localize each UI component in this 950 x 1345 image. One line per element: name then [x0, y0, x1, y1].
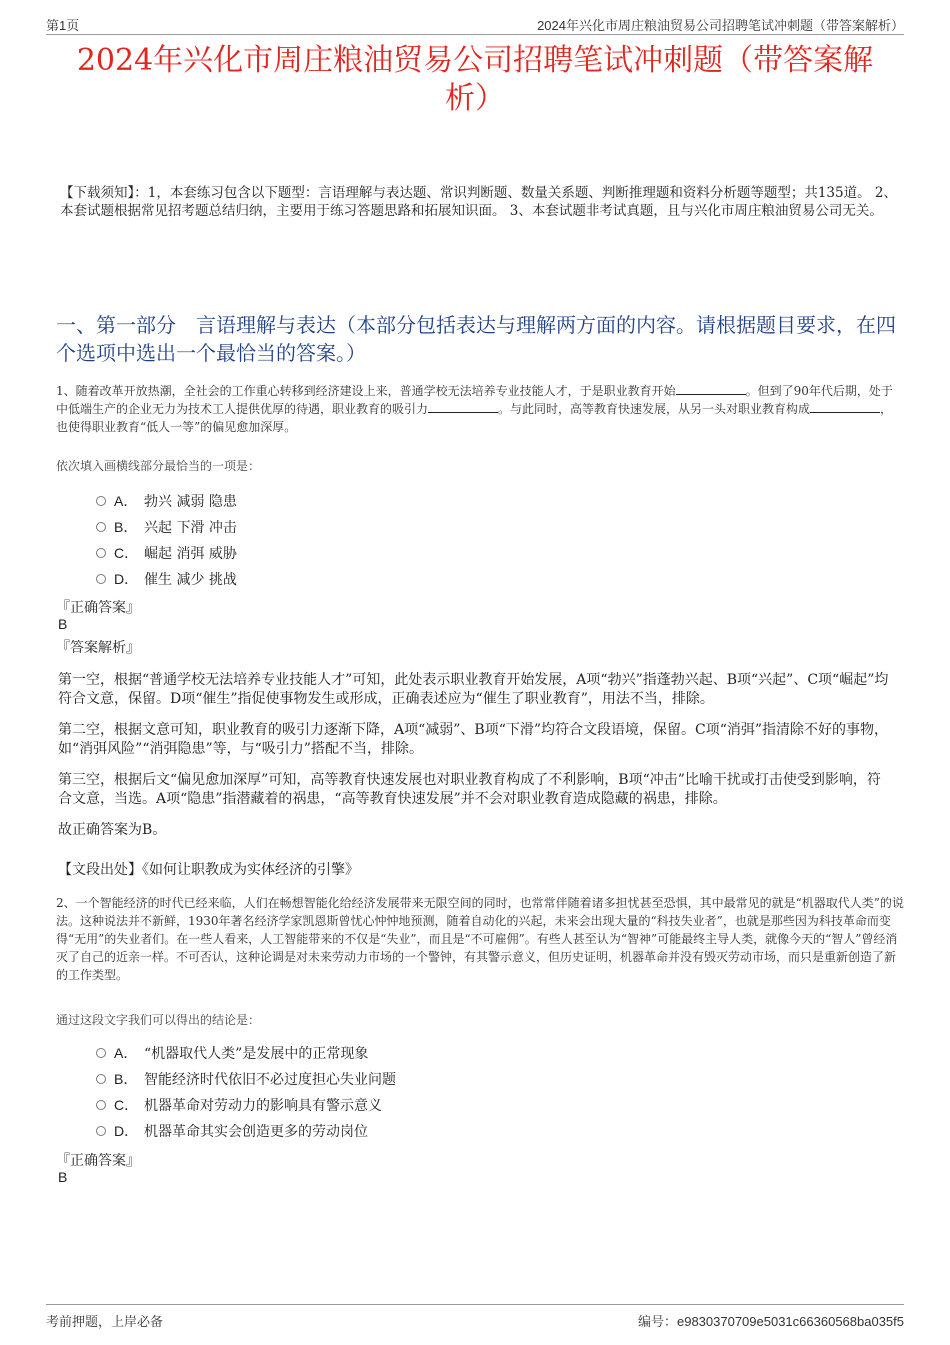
fill-blank: [428, 400, 498, 413]
question-2-text: 2、一个智能经济的时代已经来临，人们在畅想智能化给经济发展带来无限空间的同时，也常常伴随着诸多担忧甚至恐惧，其中最常见的就是“机器取代人类”的说法。这种说法并不新鲜，1930年著名经济学家凯恩斯曾忧心忡忡地预测，随着自动化的兴起，未来会出现大量的“科技失业者”，也就是那些因为科技革命而变得“无用”的失业者们。在一些人看来，人工智能带来的不仅是“失业”，而且是“不可雇佣”。有些人甚至认为“智神”可能最终主导人类，就像今天的“智人”曾经消灭了自己的近亲一样。不可否认，这种论调是对未来劳动力市场的一个警钟，有其警示意义，但历史证明，机器革命并没有毁灭劳动市场，而只是重新创造了新的工作类型。: [56, 896, 904, 982]
radio-icon[interactable]: [96, 1048, 106, 1058]
radio-icon[interactable]: [96, 548, 106, 558]
analysis-paragraph: 第一空，根据“普通学校无法培养专业技能人才”可知，此处表示职业教育开始发展，A项“勃兴”指蓬勃兴起、B项“兴起”、C项“崛起”均符合文意，保留。D项“催生”指促使事物发生或形成，正确表述应为“催生了职业教育”，用法不当，排除。: [58, 672, 889, 707]
option-a[interactable]: A． “机器取代人类”是发展中的正常现象: [96, 1040, 396, 1066]
option-c[interactable]: C． 机器革命对劳动力的影响具有警示意义: [96, 1092, 396, 1118]
option-c[interactable]: C． 崛起 消弭 威胁: [96, 540, 237, 566]
page-title: 2024年兴化市周庄粮油贸易公司招聘笔试冲刺题（带答案解析）: [76, 43, 874, 116]
answer-value: B: [58, 1169, 68, 1185]
option-b[interactable]: B． 兴起 下滑 冲击: [96, 514, 237, 540]
fill-blank: [810, 400, 880, 413]
footer-slogan: 考前押题，上岸必备: [46, 1315, 164, 1330]
question-1-text: 1、随着改革开放热潮，全社会的工作重心转移到经济建设上来，普通学校无法培养专业技能人才，于是职业教育开始 。但到了90年代后期，处于中低端生产的企业无力为技术工人提供优厚的待遇，职业教育的吸引力 。与此同时，高等教育快速发展，从另一头对职业教育构成 ，也使得职业教育“低人一等”的偏见愈加深厚。: [56, 384, 893, 434]
fill-blank: [676, 382, 746, 395]
question-2-prompt: 通过这段文字我们可以得出的结论是：: [56, 1013, 261, 1027]
question-1-options: [96, 488, 237, 592]
download-notice: 【下载须知】：1，本套练习包含以下题型：言语理解与表达题、常识判断题、数量关系题、判断推理题和资料分析题等题型；共135道。 2、本套试题根据常见招考题总结归纳，主要用于练习答题思路和拓展知识面。 3、本套试题非考试真题，且与兴化市周庄粮油贸易公司无关。: [60, 185, 897, 219]
radio-icon[interactable]: [96, 496, 106, 506]
radio-icon[interactable]: [96, 574, 106, 584]
text-source: 【文段出处】《如何让职教成为实体经济的引擎》: [58, 862, 359, 878]
analysis-text: [58, 671, 894, 852]
radio-icon[interactable]: [96, 1100, 106, 1110]
header-doc-title: 2024年兴化市周庄粮油贸易公司招聘笔试冲刺题（带答案解析）: [537, 18, 904, 33]
option-d[interactable]: D． 催生 减少 挑战: [96, 566, 237, 592]
option-d[interactable]: D． 机器革命其实会创造更多的劳动岗位: [96, 1118, 396, 1144]
option-a[interactable]: A． 勃兴 减弱 隐患: [96, 488, 237, 514]
radio-icon[interactable]: [96, 522, 106, 532]
radio-icon[interactable]: [96, 1074, 106, 1084]
section-title: 一、第一部分 言语理解与表达（本部分包括表达与理解两方面的内容。请根据题目要求，在四个选项中选出一个最恰当的答案。）: [56, 313, 896, 365]
page-footer: [46, 1304, 904, 1329]
analysis-paragraph: 第三空，根据后文“偏见愈加深厚”可知，高等教育快速发展也对职业教育构成了不利影响，B项“冲击”比喻干扰或打击使受到影响，符合文意，当选。A项“隐患”指潜藏着的祸患，“高等教育快速发展”并不会对职业教育造成隐藏的祸患，排除。: [58, 772, 881, 807]
analysis-label: 『答案解析』: [56, 640, 140, 656]
answer-label: 『正确答案』: [56, 600, 140, 616]
question-1-prompt: 依次填入画横线部分最恰当的一项是：: [56, 459, 261, 473]
question-2-options: [96, 1040, 396, 1144]
analysis-paragraph: 第二空，根据文意可知，职业教育的吸引力逐渐下降，A项“减弱”、B项“下滑”均符合文段语境，保留。C项“消弭”指清除不好的事物，如“消弭风险”“消弭隐患”等，与“吸引力”搭配不当，排除。: [58, 722, 889, 757]
footer-code: 编号：e9830370709e5031c66360568ba035f5: [637, 1314, 904, 1329]
answer-label: 『正确答案』: [56, 1153, 140, 1169]
analysis-conclusion: 故正确答案为B。: [58, 822, 167, 838]
option-b[interactable]: B． 智能经济时代依旧不必过度担心失业问题: [96, 1066, 396, 1092]
answer-value: B: [58, 616, 68, 632]
page-header: [46, 12, 904, 35]
radio-icon[interactable]: [96, 1126, 106, 1136]
page-number: 第1页: [46, 18, 80, 33]
